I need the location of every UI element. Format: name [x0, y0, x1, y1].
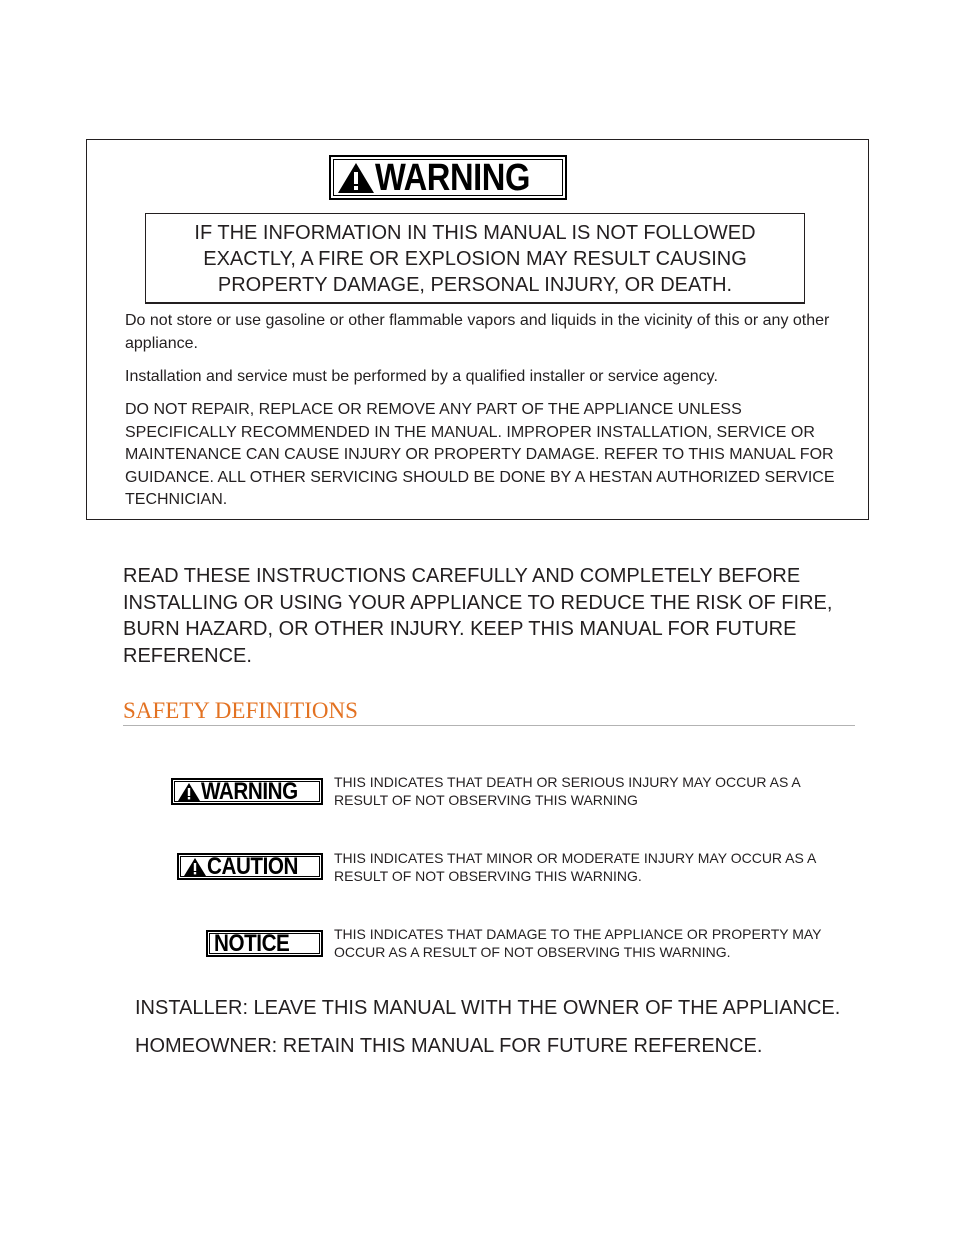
homeowner-note: HOMEOWNER: RETAIN THIS MANUAL FOR FUTURE REFERENCE.: [135, 1035, 763, 1057]
caution-definition-label: CAUTION: [207, 853, 299, 880]
do-not-repair-paragraph: DO NOT REPAIR, REPLACE OR REMOVE ANY PART OF THE APPLIANCE UNLESS SPECIFICALLY RECOMMENDED IN THE MANUAL. IMPROPER INSTALLATION, SERVICE OR MAINTENANCE CAN CAUSE INJURY OR PROPERTY DAMAGE. REFER TO THIS MANUAL FOR GUIDANCE. ALL OTHER SERVICING SHOULD BE DONE BY A HESTAN AUTHORIZED SERVICE TECHNICIAN.: [125, 401, 835, 508]
caution-definition-sign: [177, 853, 323, 880]
warning-definition-sign: [171, 778, 323, 805]
notice-definition-text: THIS INDICATES THAT DAMAGE TO THE APPLIANCE OR PROPERTY MAY OCCUR AS A RESULT OF NOT OBSERVING THIS WARNING.: [334, 926, 822, 960]
main-warning-box: [145, 213, 805, 304]
warning-sign: [329, 155, 567, 200]
flammable-vapors-paragraph: Do not store or use gasoline or other flammable vapors and liquids in the vicinity of this or any other appliance.: [125, 312, 830, 352]
hazard-triangle-icon: [183, 857, 207, 877]
hazard-triangle-icon: [337, 162, 375, 194]
warning-definition-text: THIS INDICATES THAT DEATH OR SERIOUS INJURY MAY OCCUR AS A RESULT OF NOT OBSERVING THIS WARNING: [334, 774, 800, 808]
main-warning-text: IF THE INFORMATION IN THIS MANUAL IS NOT FOLLOWED EXACTLY, A FIRE OR EXPLOSION MAY RESULT CAUSING PROPERTY DAMAGE, PERSONAL INJURY, OR DEATH.: [194, 222, 756, 296]
qualified-installer-paragraph: Installation and service must be performed by a qualified installer or service agency.: [125, 368, 718, 385]
warning-sign-label: WARNING: [375, 156, 530, 199]
hazard-triangle-icon: [177, 782, 201, 802]
installer-note: INSTALLER: LEAVE THIS MANUAL WITH THE OWNER OF THE APPLIANCE.: [135, 997, 841, 1019]
warning-definition-label: WARNING: [201, 778, 298, 805]
notice-definition-label: NOTICE: [214, 930, 290, 957]
read-instructions-paragraph: READ THESE INSTRUCTIONS CAREFULLY AND COMPLETELY BEFORE INSTALLING OR USING YOUR APPLIANCE TO REDUCE THE RISK OF FIRE, BURN HAZARD, OR OTHER INJURY. KEEP THIS MANUAL FOR FUTURE REFERENCE.: [123, 565, 833, 667]
notice-definition-sign: [206, 930, 323, 957]
caution-definition-text: THIS INDICATES THAT MINOR OR MODERATE INJURY MAY OCCUR AS A RESULT OF NOT OBSERVING THIS WARNING.: [334, 850, 816, 884]
safety-definitions-heading: SAFETY DEFINITIONS: [123, 697, 855, 726]
